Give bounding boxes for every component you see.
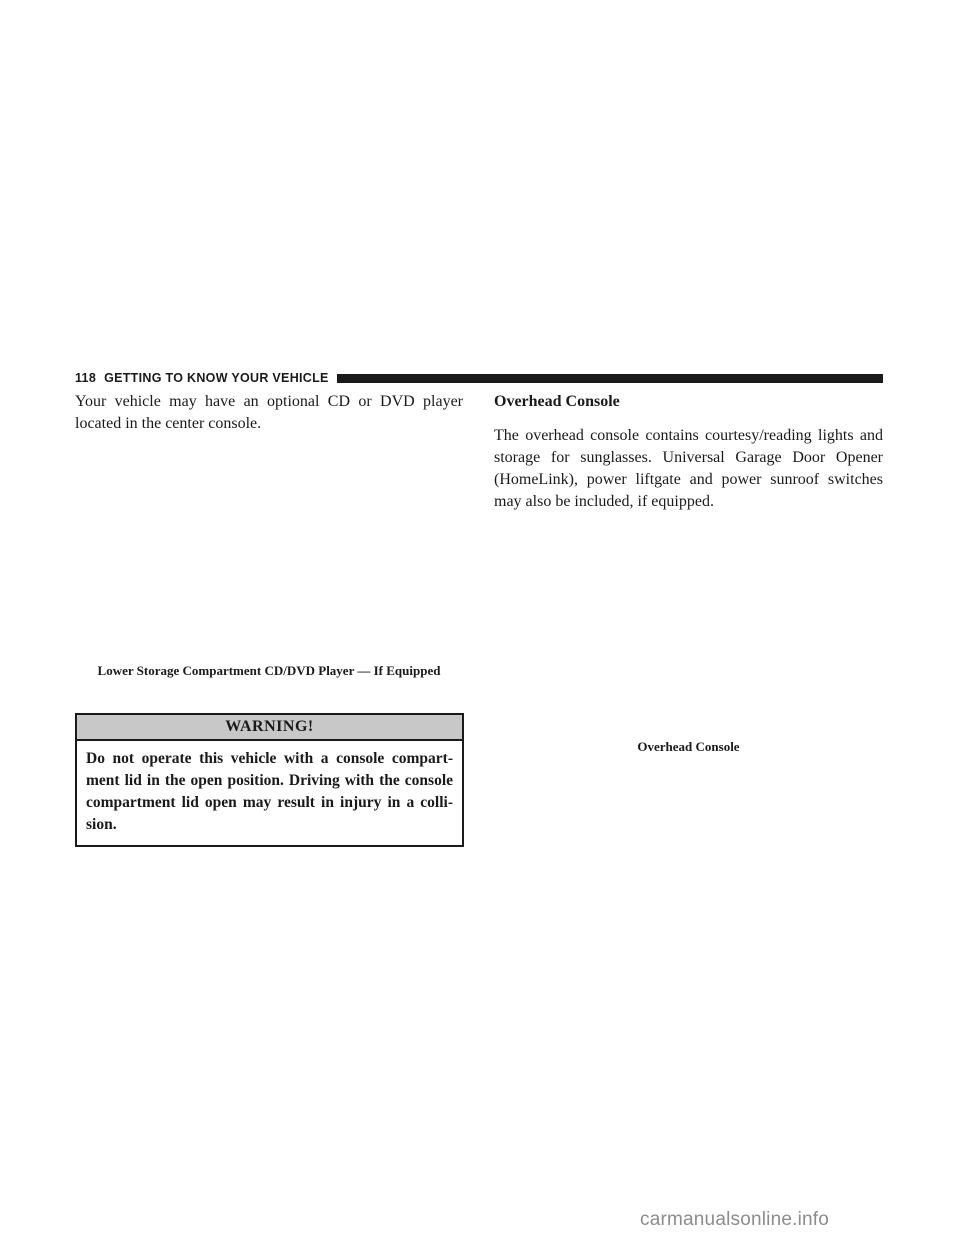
cd-dvd-player-figure: [75, 435, 463, 663]
warning-title: WARNING!: [77, 715, 462, 741]
watermark: carmanualsonline.info: [640, 1209, 830, 1230]
warning-text: Do not operate this vehicle with a console compart-ment lid in the open position. Driving with the console compartment lid open may result in injury in a colli-sion.: [86, 750, 453, 833]
left-column: [75, 391, 463, 679]
overhead-console-figure: [494, 513, 883, 739]
overhead-console-paragraph: The overhead console contains courtesy/reading lights and storage for sunglasses. Universal Garage Door Opener (HomeLink), power liftgate and power sunroof switches may also be included, if equipped.: [494, 427, 883, 510]
header-rule: [337, 374, 883, 383]
page-header: [75, 370, 883, 386]
right-column: [494, 391, 883, 755]
cd-dvd-figure-caption: Lower Storage Compartment CD/DVD Player — If Equipped: [97, 663, 441, 678]
section-title: GETTING TO KNOW YOUR VEHICLE: [104, 371, 329, 385]
warning-box: [75, 713, 464, 847]
intro-paragraph: Your vehicle may have an optional CD or DVD player located in the center console.: [75, 393, 463, 432]
page-number: 118: [75, 371, 97, 385]
overhead-console-caption: Overhead Console: [637, 739, 740, 754]
overhead-console-heading: Overhead Console: [494, 393, 620, 410]
